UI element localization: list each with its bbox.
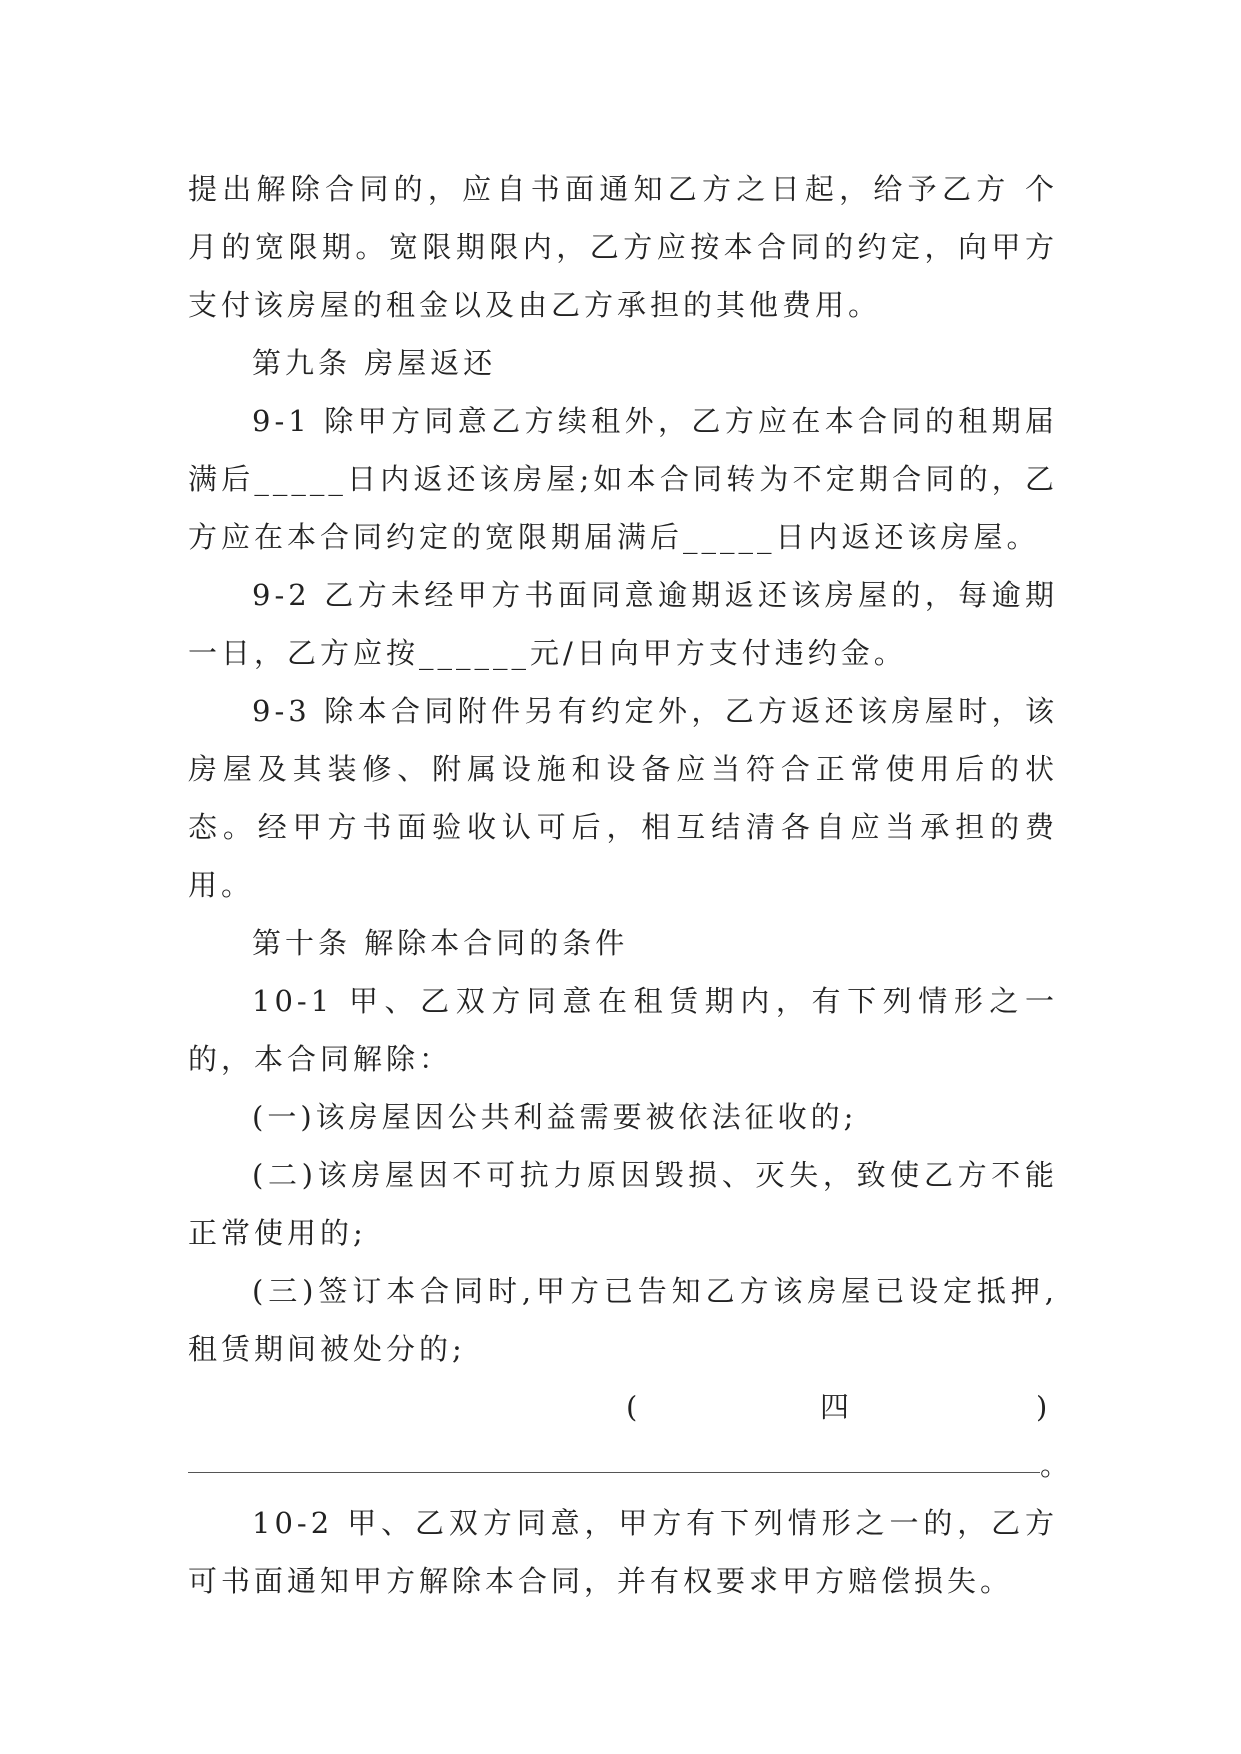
- item-four-open-paren: (: [626, 1390, 642, 1424]
- item-10-1-2: (二)该房屋因不可抗力原因毁损、灭失，致使乙方不能正常使用的;: [188, 1158, 1058, 1250]
- article-10-heading: 第十条 解除本合同的条件: [252, 926, 629, 960]
- paragraph-continuation: 提出解除合同的，应自书面通知乙方之日起，给予乙方 个月的宽限期。宽限期限内，乙方应按本合同的约定，向甲方支付该房屋的租金以及由乙方承担的其他费用。: [188, 172, 1058, 322]
- fill-line-period: 。: [1040, 1448, 1074, 1482]
- clause-10-1: 10-1 甲、乙双方同意在租赁期内，有下列情形之一的，本合同解除：: [188, 984, 1058, 1076]
- article-9-heading: 第九条 房屋返还: [252, 346, 497, 380]
- item-four-fill-line: [188, 1436, 1074, 1494]
- clause-9-3: 9-3 除本合同附件另有约定外，乙方返还该房屋时，该房屋及其装修、附属设施和设备应当符合正常使用后的状态。经甲方书面验收认可后，相互结清各自应当承担的费用。: [188, 694, 1058, 902]
- blank-fill-rule: [188, 1472, 1040, 1473]
- item-10-1-1: (一)该房屋因公共利益需要被依法征收的;: [252, 1100, 858, 1134]
- clause-9-2: 9-2 乙方未经甲方书面同意逾期返还该房屋的，每逾期一日，乙方应按______元/日向甲方支付违约金。: [188, 578, 1058, 670]
- item-10-1-3: (三)签订本合同时,甲方已告知乙方该房屋已设定抵押,租赁期间被处分的;: [188, 1274, 1058, 1366]
- clause-10-2: 10-2 甲、乙双方同意，甲方有下列情形之一的，乙方可书面通知甲方解除本合同，并有权要求甲方赔偿损失。: [188, 1506, 1058, 1598]
- contract-text-body: [188, 160, 1074, 1610]
- clause-9-1: 9-1 除甲方同意乙方续租外，乙方应在本合同的租期届满后_____日内返还该房屋;如本合同转为不定期合同的，乙方应在本合同约定的宽限期届满后_____日内返还该房屋。: [188, 404, 1058, 554]
- item-four-close-paren: ): [1036, 1390, 1052, 1424]
- item-four-number: 四: [820, 1390, 854, 1424]
- item-10-1-4: [188, 1378, 1058, 1436]
